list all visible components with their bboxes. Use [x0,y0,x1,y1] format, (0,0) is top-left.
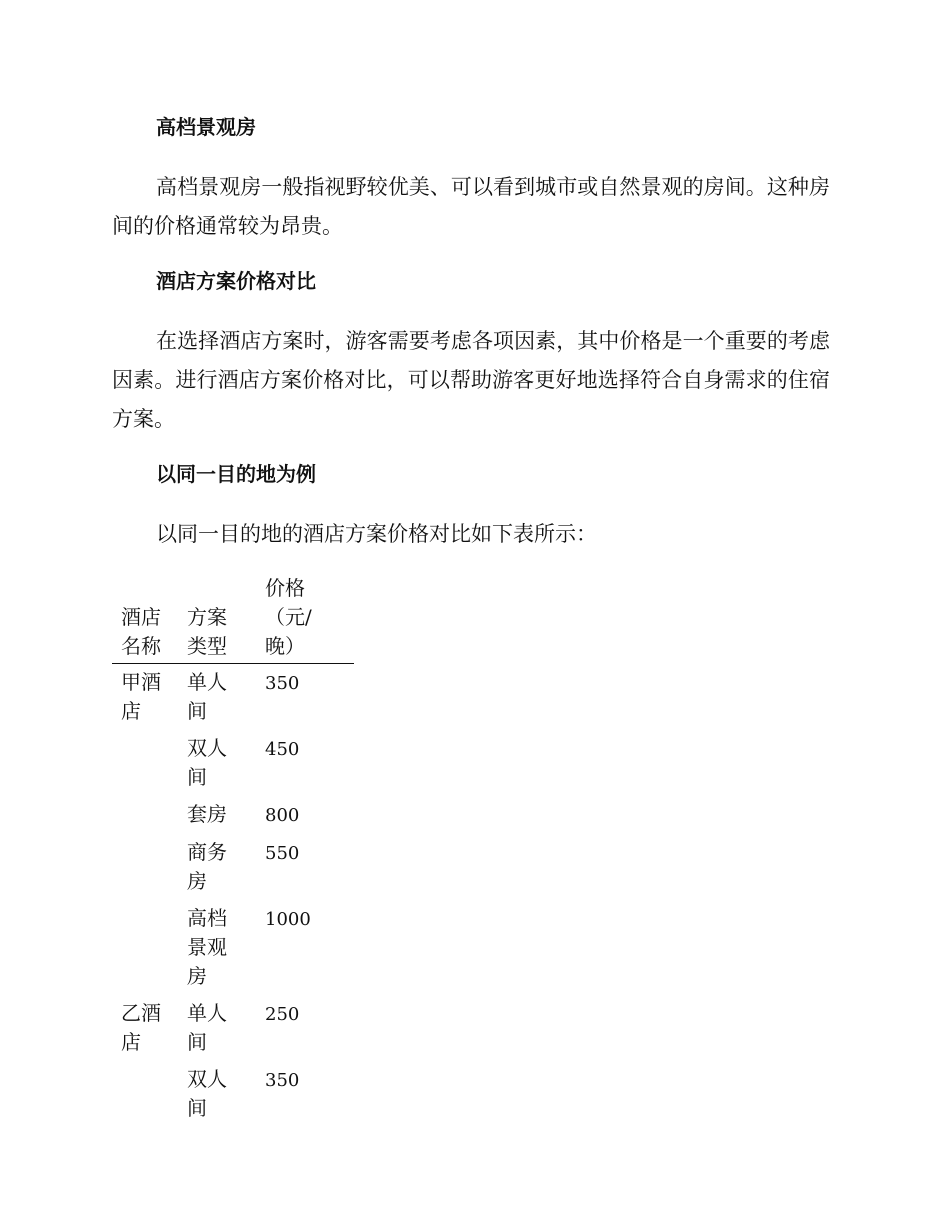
cell-plan-type: 双人间 [187,1067,227,1120]
section-paragraph-luxury-view-room: 高档景观房一般指视野较优美、可以看到城市或自然景观的房间。这种房间的价格通常较为昂贵。 [112,175,830,238]
table-row [112,796,354,834]
cell-price: 350 [265,1070,300,1091]
cell-hotel-name: 乙酒店 [121,1001,161,1054]
cell-plan-type: 高档景观房 [187,906,227,988]
table-row [112,834,354,900]
cell-price: 450 [265,739,300,760]
cell-hotel-name [112,730,178,796]
cell-plan-type: 商务房 [187,840,227,893]
cell-hotel-name [112,796,178,834]
table-row [112,1061,354,1127]
cell-price: 550 [265,843,300,864]
header-hotel-name: 酒店名称 [112,574,178,664]
section-heading-price-comparison: 酒店方案价格对比 [156,269,316,293]
section-paragraph-price-comparison: 在选择酒店方案时，游客需要考虑各项因素，其中价格是一个重要的考虑因素。进行酒店方案价格对比，可以帮助游客更好地选择符合自身需求的住宿方案。 [112,329,830,431]
table-row [112,664,354,731]
table-header-row [112,574,354,664]
cell-hotel-name: 甲酒店 [121,670,161,723]
header-price: 价格（元/晚） [256,574,354,664]
table-row [112,730,354,796]
header-plan-type: 方案类型 [178,574,256,664]
section-heading-same-destination: 以同一目的地为例 [156,462,316,486]
cell-price: 250 [265,1004,300,1025]
cell-plan-type: 双人间 [187,736,227,789]
cell-price: 1000 [265,909,311,930]
document-page [112,108,830,1127]
cell-plan-type: 单人间 [187,670,227,723]
cell-plan-type: 单人间 [187,1001,227,1054]
table-row [112,995,354,1061]
cell-plan-type: 套房 [187,802,227,826]
cell-hotel-name [112,900,178,995]
cell-price: 350 [265,673,300,694]
section-heading-luxury-view-room: 高档景观房 [156,115,256,139]
table-row [112,900,354,995]
cell-hotel-name [112,834,178,900]
section-paragraph-same-destination: 以同一目的地的酒店方案价格对比如下表所示： [156,522,597,546]
cell-hotel-name [112,1061,178,1127]
hotel-price-table [112,574,354,1127]
cell-price: 800 [265,805,300,826]
